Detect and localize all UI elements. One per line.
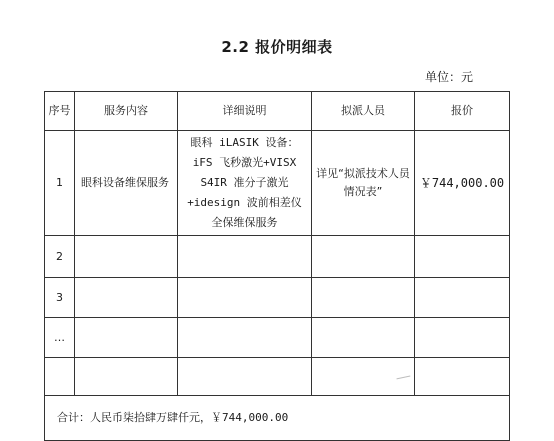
row-no: …: [45, 318, 75, 358]
row-no: 3: [45, 278, 75, 318]
header-no: 序号: [45, 92, 75, 131]
row-staff: [312, 236, 415, 278]
unit-label: 单位：元: [425, 70, 474, 84]
table-row: [45, 318, 510, 358]
document-title: 2.2 报价明细表: [221, 38, 333, 56]
row-no: 1: [45, 131, 75, 236]
row-service: [75, 236, 178, 278]
table-row: [45, 236, 510, 278]
row-service: [75, 318, 178, 358]
table-row: [45, 131, 510, 236]
row-price: [415, 358, 510, 396]
header-price: 报价: [415, 92, 510, 131]
total-cell: [45, 396, 510, 441]
table-total-row: [45, 396, 510, 441]
row-service: [75, 358, 178, 396]
total-label: 合计：人民币柒拾肆万肆仟元，: [57, 411, 211, 424]
header-staff: 拟派人员: [312, 92, 415, 131]
row-staff: [312, 278, 415, 318]
row-staff: [312, 318, 415, 358]
table-row: [45, 278, 510, 318]
row-detail: [178, 278, 312, 318]
row-service: 眼科设备维保服务: [75, 131, 178, 236]
table-header-row: [45, 92, 510, 131]
table-row: [45, 358, 510, 396]
header-service: 服务内容: [75, 92, 178, 131]
total-amount: ￥744,000.00: [211, 411, 289, 424]
row-price: ￥744,000.00: [415, 131, 510, 236]
row-service: [75, 278, 178, 318]
row-price: [415, 318, 510, 358]
row-price: [415, 278, 510, 318]
row-detail: [178, 318, 312, 358]
row-price: [415, 236, 510, 278]
header-detail: 详细说明: [178, 92, 312, 131]
quote-table: [44, 91, 510, 441]
row-no: 2: [45, 236, 75, 278]
row-no: [45, 358, 75, 396]
row-detail: 眼科 iLASIK 设备：iFS 飞秒激光+VISX S4IR 准分子激光+idesign 波前相差仪全保维保服务: [178, 131, 312, 236]
row-detail: [178, 236, 312, 278]
row-detail: [178, 358, 312, 396]
row-staff: 详见“拟派技术人员情况表”: [312, 131, 415, 236]
